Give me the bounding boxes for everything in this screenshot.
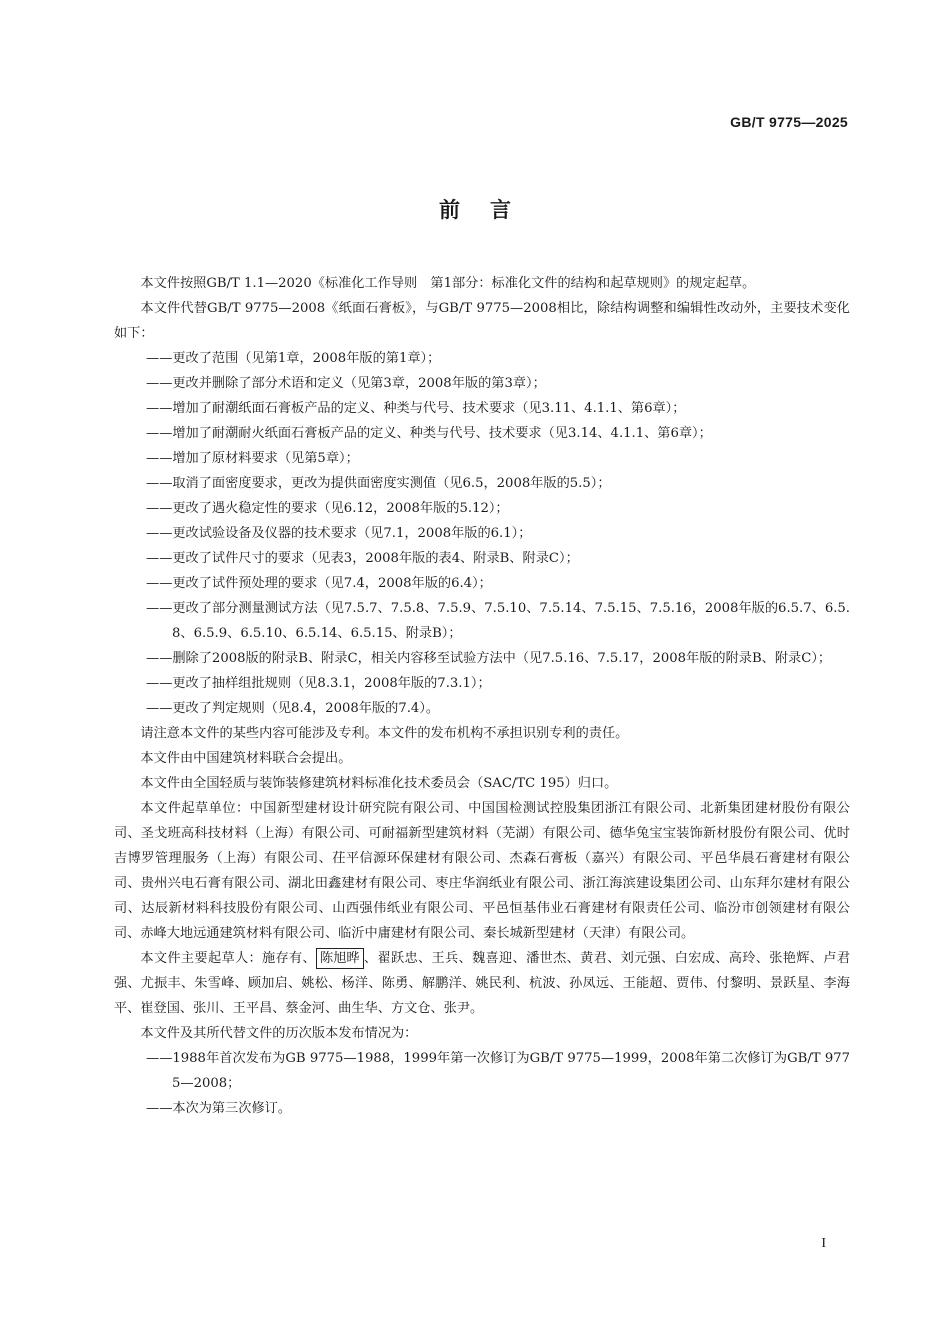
paragraph-replacement: 本文件代替GB/T 9775—2008《纸面石膏板》，与GB/T 9775—2008相比，除结构调整和编辑性改动外，主要技术变化如下： bbox=[114, 301, 850, 341]
change-item: ——取消了面密度要求，更改为提供面密度实测值（见6.5，2008年版的5.5）； bbox=[146, 476, 611, 491]
history-item: ——1988年首次发布为GB 9775—1988，1999年第一次修订为GB/T 9775—1999，2008年第二次修订为GB/T 9775—2008； bbox=[146, 1051, 850, 1091]
change-item: ——增加了耐潮纸面石膏板产品的定义、种类与代号、技术要求（见3.11、4.1.1、第6章）； bbox=[146, 401, 686, 416]
paragraph-proposer: 本文件由中国建筑材料联合会提出。 bbox=[140, 751, 352, 766]
paragraph-drafters bbox=[114, 946, 850, 1021]
change-item: ——更改了遇火稳定性的要求（见6.12，2008年版的5.12）； bbox=[146, 501, 509, 516]
change-item: ——增加了原材料要求（见第5章）； bbox=[146, 451, 359, 466]
paragraph-committee: 本文件由全国轻质与装饰装修建筑材料标准化技术委员会（SAC/TC 195）归口。 bbox=[140, 776, 618, 791]
page-number: I bbox=[821, 1236, 826, 1251]
change-item: ——更改试验设备及仪器的技术要求（见7.1，2008年版的6.1）； bbox=[146, 526, 532, 541]
change-item: ——更改了范围（见第1章，2008年版的第1章）； bbox=[146, 351, 441, 366]
paragraph-history: 本文件及其所代替文件的历次版本发布情况为： bbox=[140, 1026, 418, 1041]
change-item: ——更改了抽样组批规则（见8.3.1，2008年版的7.3.1）； bbox=[146, 676, 491, 691]
paragraph-drafting-units: 本文件起草单位：中国新型建材设计研究院有限公司、中国国检测试控股集团浙江有限公司、北新集团建材股份有限公司、圣戈班高科技材料（上海）有限公司、可耐福新型建筑材料（芜湖）有限公司、德华兔宝宝装饰新材股份有限公司、优时吉博罗管理服务（上海）有限公司、茌平信源环保建材有限公司、杰森石膏板（嘉兴）有限公司、平邑华晨石膏建材有限公司、贵州兴电石膏有限公司、湖北田鑫建材有限公司、枣庄华润纸业有限公司、浙江海滨建设集团公司、山东拜尔建材有限公司、达辰新材料科技股份有限公司、山西强伟纸业有限公司、平邑恒基伟业石膏建材有限责任公司、临汾市创领建材有限公司、赤峰大地远通建筑材料有限公司、临沂中庸建材有限公司、秦长城新型建材（天津）有限公司。 bbox=[114, 801, 850, 941]
change-item: ——更改了部分测量测试方法（见7.5.7、7.5.8、7.5.9、7.5.10、7.5.14、7.5.15、7.5.16，2008年版的6.5.7、6.5.8、6.5.9、6.5.10、6.5.14、6.5.15、附录B）； bbox=[146, 601, 850, 641]
change-item: ——更改了判定规则（见8.4，2008年版的7.4）。 bbox=[146, 701, 440, 716]
change-item: ——更改了试件尺寸的要求（见表3，2008年版的表4、附录B、附录C）； bbox=[146, 551, 579, 566]
paragraph-patent: 请注意本文件的某些内容可能涉及专利。本文件的发布机构不承担识别专利的责任。 bbox=[140, 726, 629, 741]
drafters-rest: 、翟跃忠、王兵、魏喜迎、潘世杰、黄君、刘元强、白宏成、高玲、张艳辉、卢君强、尤振丰、朱雪峰、顾加启、姚松、杨洋、陈勇、解鹏洋、姚民利、杭波、孙凤远、王能超、贾伟、付黎明、景跃星、李海平、崔登国、张川、王平昌、蔡金河、曲生华、方文仓、张尹。 bbox=[114, 951, 851, 1016]
page-title: 前言 bbox=[439, 198, 541, 222]
history-item: ——本次为第三次修订。 bbox=[146, 1101, 292, 1116]
standard-code: GB/T 9775—2025 bbox=[730, 114, 848, 130]
change-item: ——更改并删除了部分术语和定义（见第3章，2008年版的第3章）； bbox=[146, 376, 546, 391]
boxed-name: 陈旭晔 bbox=[316, 948, 364, 969]
change-item: ——删除了2008版的附录B、附录C，相关内容移至试验方法中（见7.5.16、7.5.17，2008年版的附录B、附录C）； bbox=[146, 651, 832, 666]
change-item: ——增加了耐潮耐火纸面石膏板产品的定义、种类与代号、技术要求（见3.14、4.1.1、第6章）； bbox=[146, 426, 712, 441]
foreword-body bbox=[114, 271, 850, 1121]
drafters-prefix: 本文件主要起草人：施存有、 bbox=[140, 951, 317, 966]
change-item: ——更改了试件预处理的要求（见7.4，2008年版的6.4）； bbox=[146, 576, 492, 591]
paragraph-drafting-rules: 本文件按照GB/T 1.1—2020《标准化工作导则 第1部分：标准化文件的结构和起草规则》的规定起草。 bbox=[140, 276, 756, 291]
